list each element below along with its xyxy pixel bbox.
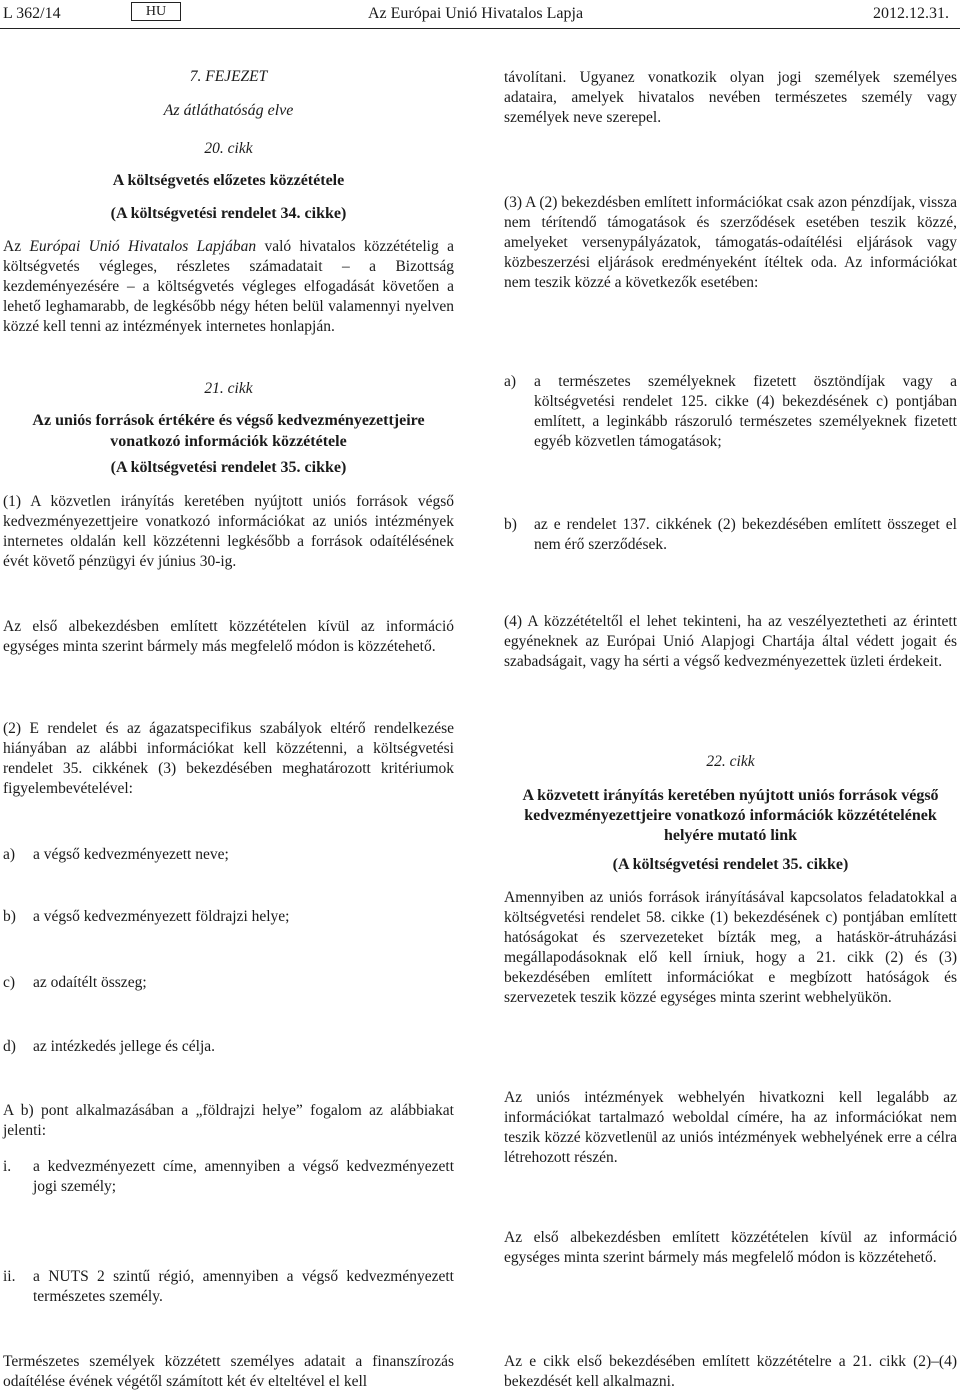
list-item: a) a természetes személyeknek fizetett ösztöndíjak vagy a költségvetési rendelet 125. cikke (4) bekezdésének c) pontjában említett, a leginkább rászoruló természetes személyeknek fizetett egyéb közvetlen támogatások; [504,373,957,450]
article-21-paragraph-3: (3) A (2) bekezdésben említett információkat csak azon pénzdíjak, vissza nem térítendő támogatások és szerződések esetében teszik közzé, amelyeket versenypályázatok, támogatás-odaítélési eljárások vagy közbeszerzési eljárások eredményeként ítéltek oda. Az információkat nem teszik közzé a következők esetében: [504,194,957,291]
page-header [0,0,960,28]
article-20-label: 20. cikk [204,140,253,157]
article-21-paragraph-1-sub: Az első albekezdésben említett közzétételen kívül az információ egységes minta szerint bármely más megfelelő módon is közzétehető. [3,618,454,655]
article-21-label: 21. cikk [204,380,253,397]
list-item: ii. a NUTS 2 szintű régió, amennyiben a végső kedvezményezett természetes személy. [3,1268,454,1305]
journal-title: Az Európai Unió Hivatalos Lapja [368,5,584,22]
list-item: b) az e rendelet 137. cikkének (2) bekezdésében említett összeget el nem érő szerződések. [504,516,957,553]
publication-date: 2012.12.31. [873,5,949,22]
list-item: a) a végső kedvezményezett neve; [3,846,229,863]
article-20-reference: (A költségvetési rendelet 34. cikke) [110,205,347,222]
article-21-title: Az uniós források értékére és végső kedvezményezettjeire vonatkozó információk közzététele [32,412,425,450]
article-21-paragraph-4: (4) A közzétételtől el lehet tekinteni, ha az veszélyeztetheti az érintett egyéneknek az Európai Unió Alapjogi Chartája által védett jogait és szabadságait, vagy ha sérti a végső kedvezményezettek üzleti érdekeit. [504,613,957,670]
article-22-title: A közvetett irányítás keretében nyújtott uniós források végső kedvezményezettjeire vonatkozó információk közzétételének helyére mutató link [522,787,939,844]
geo-location-definition: A b) pont alkalmazásában a „földrajzi helye” fogalom az alábbiakat jelenti: [3,1102,454,1139]
list-item: c) az odaítélt összeg; [3,974,147,991]
article-21-paragraph-1: (1) A közvetlen irányítás keretében nyújtott uniós források végső kedvezményezettjeire vonatkozó információkat az uniós intézmények internetes oldalán kell közzétenni legkésőbb a források odaítélésének évét követő pénzügyi év június 30-ig. [3,493,454,570]
language-badge: HU [131,2,181,21]
article-22-paragraph-1: Amennyiben az uniós források irányításával kapcsolatos feladatokkal a költségvetési rendelet 58. cikke (1) bekezdésének c) pontjában említett hatóságokat és szervezeteket bízták meg, a hatáskör-átruházási megállapodásoknak elő kell írniuk, hogy a 21. cikk (2) és (3) bekezdésében említett információkat e megbízott hatóságok és szervezetek teszik közzé egységes minta szerint webhelyükön. [504,889,957,1006]
list-item: i. a kedvezményezett címe, amennyiben a végső kedvezményezett jogi személy; [3,1158,454,1195]
chapter-title: Az átláthatóság elve [163,102,294,119]
chapter-label: 7. FEJEZET [189,68,268,85]
article-21-paragraph-2: (2) E rendelet és az ágazatspecifikus szabályok eltérő rendelkezése hiányában az alábbi információkat kell közzétenni, a költségvetési rendelet 35. cikkének (3) bekezdésében meghatározott kritériumok figyelembevételével: [3,720,454,797]
article-22-paragraph-3: Az első albekezdésben említett közzétételen kívül az információ egységes minta szerint bármely más megfelelő módon is közzétehető. [504,1229,957,1266]
article-20-text: Az Európai Unió Hivatalos Lapjában való hivatalos közzétételig a költségvetés végleges, részletes számadatait – a Bizottság kezdeményezésére – a költségvetés végleges elfogadását követően a lehető leghamarabb, de legkésőbb négy héten belül valamennyi nyelven közzé kell tenni az intézmények internetes honlapján. [3,238,454,335]
page-reference: L 362/14 [3,5,61,22]
article-22-paragraph-2: Az uniós intézmények webhelyén hivatkozni kell legalább az információkat tartalmazó weboldal címére, ha az információkat nem teszik közzé közvetlenül az uniós intézmények webhelyének erre a célra létrehozott részén. [504,1089,957,1166]
personal-data-text: Természetes személyek közzétett személyes adatait a finanszírozás odaítélése évének végétől számított két év elteltével el kell [3,1353,454,1390]
article-21-reference: (A költségvetési rendelet 35. cikke) [110,459,347,476]
list-item: d) az intézkedés jellege és célja. [3,1038,216,1055]
article-22-label: 22. cikk [706,753,755,770]
continuation-text: távolítani. Ugyanez vonatkozik olyan jogi személyek személyes adataira, amelyek hivatalos nevében természetes személy vagy személyek neve szerepel. [504,69,957,126]
article-22-paragraph-4: Az e cikk első bekezdésében említett közzétételre a 21. cikk (2)–(4) bekezdését kell alkalmazni. [504,1353,957,1390]
journal-name-italic: Európai Unió Hivatalos Lapjában [29,238,257,255]
article-20-title: A költségvetés előzetes közzététele [112,172,345,189]
header-rule [0,28,960,29]
article-22-reference: (A költségvetési rendelet 35. cikke) [612,856,849,873]
list-item: b) a végső kedvezményezett földrajzi helye; [3,908,290,925]
